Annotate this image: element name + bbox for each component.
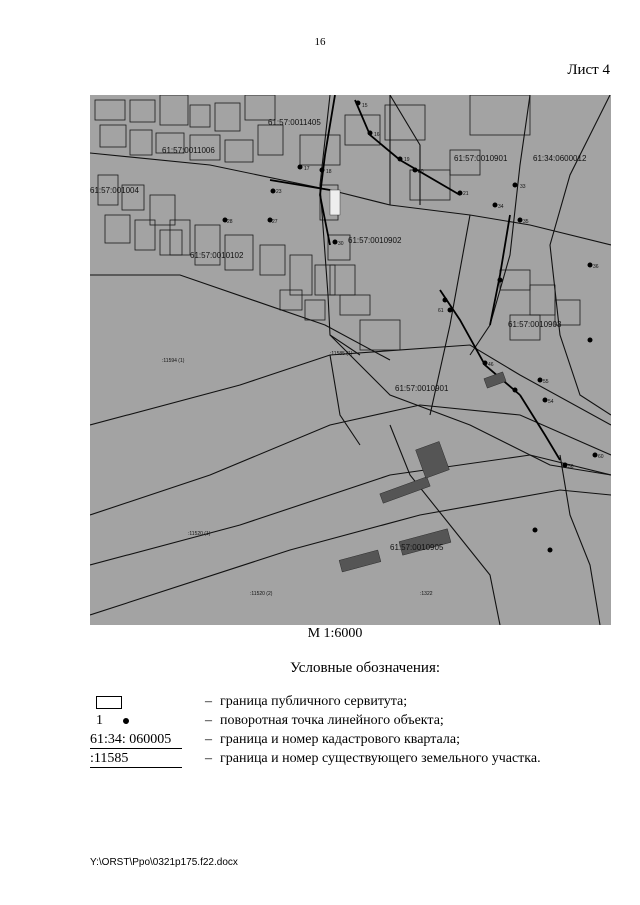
svg-text:20: 20 [418,169,424,175]
svg-text::11585 (1): :11585 (1) [330,351,353,357]
svg-text:21: 21 [463,191,469,197]
cadastral-quarter-sample: 61:34: 060005 [90,732,182,749]
footer-file-path: Y:\ORST\Ppo\0321p175.f22.docx [90,857,238,868]
svg-text:61:57:0010905: 61:57:0010905 [390,543,444,552]
legend-symbol-land-parcel [90,751,185,769]
legend-dash: – [205,694,212,709]
svg-text:61:57:0010901: 61:57:0010901 [454,154,508,163]
svg-text:61:57:0010902: 61:57:0010902 [348,236,402,245]
map-scale: М 1:6000 [307,626,363,641]
svg-text:60: 60 [598,454,604,460]
svg-text:61:57:0010901: 61:57:0010901 [395,384,449,393]
svg-text:61:57:0010102: 61:57:0010102 [190,251,244,260]
svg-text:15: 15 [362,103,368,109]
svg-text:56: 56 [568,464,574,470]
svg-text:61:57:0010903: 61:57:0010903 [508,320,562,329]
svg-text:30: 30 [338,241,344,247]
land-parcel-sample: :11585 [90,751,182,768]
legend-symbol-turning-point [90,713,185,731]
svg-text:23: 23 [276,189,282,195]
svg-text:19: 19 [404,157,410,163]
svg-text:61:34:0600012: 61:34:0600012 [533,154,587,163]
svg-text:16: 16 [374,132,380,138]
svg-text:61:57:0011405: 61:57:0011405 [268,118,321,127]
turning-point-number: 1 [96,713,103,728]
servitude-boundary-icon [96,696,122,709]
svg-text:36: 36 [593,264,599,270]
svg-text:35: 35 [523,219,529,225]
svg-text:28: 28 [227,219,233,225]
svg-text:33: 33 [520,184,526,190]
svg-text:61:57:0011006: 61:57:0011006 [162,146,215,155]
legend-description: граница публичного сервитута; [220,694,408,709]
svg-text:54: 54 [548,399,554,405]
legend-dash: – [205,751,212,766]
legend-dash: – [205,732,212,747]
svg-text:17: 17 [304,166,310,172]
svg-text:61:57:001004: 61:57:001004 [90,186,139,195]
svg-text:18: 18 [326,169,332,175]
legend-description: граница и номер кадастрового квартала; [220,732,460,747]
legend-dash: – [205,713,212,728]
svg-text:34: 34 [498,204,504,210]
svg-text::1322: :1322 [420,591,433,597]
svg-text:46: 46 [488,362,494,368]
svg-text::11520 (1): :11520 (1) [188,531,211,537]
sheet-label: Лист 4 [567,62,610,78]
legend-symbol-cadastral-quarter [90,732,185,750]
svg-text::11520 (2): :11520 (2) [250,591,273,597]
turning-point-dot-icon [123,718,129,724]
svg-text:55: 55 [543,379,549,385]
legend-description: граница и номер существующего земельного участка. [220,751,541,766]
legend-description: поворотная точка линейного объекта; [220,713,444,728]
cadastral-map [90,95,611,625]
legend-title: Условные обозначения: [289,660,441,676]
legend-symbol-servitude [90,694,185,712]
svg-text:61: 61 [438,308,444,314]
svg-text::11594 (1): :11594 (1) [162,358,185,364]
page-number: 16 [314,36,326,48]
svg-text:27: 27 [272,219,278,225]
map-drawing [90,95,611,625]
